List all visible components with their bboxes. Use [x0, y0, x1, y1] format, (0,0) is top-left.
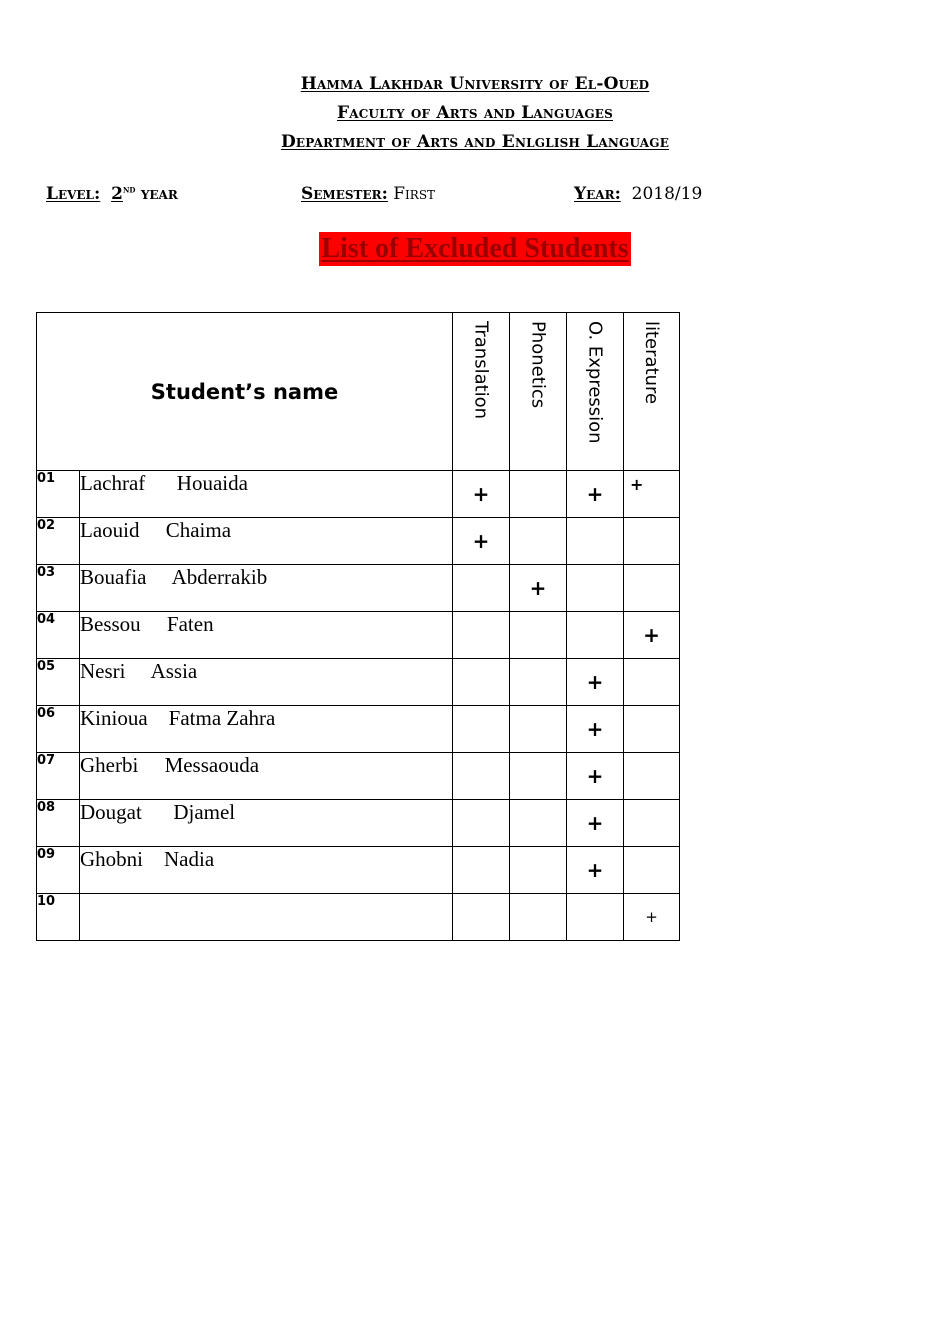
row-number: 03 [37, 565, 80, 612]
subject-label: Translation [470, 321, 492, 420]
mark-cell [624, 518, 680, 565]
mark-cell [510, 894, 567, 941]
mark-cell [453, 753, 510, 800]
table-row [37, 612, 680, 659]
student-name: Ghobni Nadia [80, 847, 453, 894]
mark-cell [510, 659, 567, 706]
student-name: Dougat Djamel [80, 800, 453, 847]
mark-cell [510, 753, 567, 800]
subject-header-oral-expression [567, 313, 624, 471]
mark-cell: + [453, 471, 510, 518]
page-title: List of Excluded Students [321, 233, 629, 264]
row-number: 07 [37, 753, 80, 800]
mark-cell [510, 800, 567, 847]
mark-cell [624, 753, 680, 800]
row-number: 10 [37, 894, 80, 941]
mark-cell: + [567, 706, 624, 753]
row-number: 01 [37, 471, 80, 518]
student-name: Gherbi Messaouda [80, 753, 453, 800]
title-container [0, 232, 950, 266]
table-header-row [37, 313, 680, 471]
table-row [37, 894, 680, 941]
student-name: Bessou Faten [80, 612, 453, 659]
subject-label: Phonetics [527, 321, 549, 409]
mark-cell [624, 800, 680, 847]
level-suffix: nd [122, 184, 136, 196]
row-number: 06 [37, 706, 80, 753]
mark-cell: + [567, 847, 624, 894]
table-row [37, 800, 680, 847]
subject-header-phonetics [510, 313, 567, 471]
row-number: 02 [37, 518, 80, 565]
mark-cell [567, 894, 624, 941]
semester-value: First [393, 184, 436, 204]
excluded-students-table [36, 312, 680, 941]
mark-cell [624, 659, 680, 706]
student-name: Bouafia Abderrakib [80, 565, 453, 612]
mark-cell [453, 706, 510, 753]
mark-cell [510, 471, 567, 518]
row-number: 09 [37, 847, 80, 894]
table-row [37, 565, 680, 612]
table-row [37, 753, 680, 800]
table-row [37, 706, 680, 753]
department-name: Department of Arts and Enlglish Language [280, 132, 670, 152]
row-number: 05 [37, 659, 80, 706]
subject-label: literature [641, 321, 662, 405]
mark-cell [453, 565, 510, 612]
level-tail: year [140, 184, 178, 204]
mark-cell: + [567, 800, 624, 847]
student-name: Nesri Assia [80, 659, 453, 706]
table-row [37, 847, 680, 894]
subject-label: O. Expression [584, 321, 606, 444]
mark-cell: + [624, 894, 680, 941]
mark-cell [624, 706, 680, 753]
mark-cell: + [624, 612, 680, 659]
mark-cell [510, 518, 567, 565]
mark-cell [567, 612, 624, 659]
student-name [80, 894, 453, 941]
mark-cell [624, 565, 680, 612]
subject-header-translation [453, 313, 510, 471]
subject-header-literature [624, 313, 680, 471]
mark-cell [567, 518, 624, 565]
row-number: 08 [37, 800, 80, 847]
mark-cell: + [567, 659, 624, 706]
mark-cell [453, 659, 510, 706]
mark-cell [453, 894, 510, 941]
mark-cell [453, 612, 510, 659]
mark-cell [510, 847, 567, 894]
mark-cell [567, 565, 624, 612]
year-value: 2018/19 [631, 184, 703, 204]
year-field [574, 184, 702, 204]
mark-cell: + [510, 565, 567, 612]
mark-cell [453, 800, 510, 847]
year-label: Year: [574, 184, 621, 204]
mark-cell: + [453, 518, 510, 565]
mark-cell: + [567, 471, 624, 518]
student-name-header: Student’s name [37, 313, 453, 471]
table-row [37, 659, 680, 706]
mark-cell: + [624, 471, 680, 518]
table-row [37, 518, 680, 565]
level-field [46, 184, 178, 204]
student-name: Lachraf Houaida [80, 471, 453, 518]
university-name: Hamma Lakhdar University of El-Oued [300, 74, 650, 94]
student-name: Laouid Chaima [80, 518, 453, 565]
faculty-name: Faculty of Arts and Languages [337, 103, 613, 123]
student-name: Kinioua Fatma Zahra [80, 706, 453, 753]
mark-cell [453, 847, 510, 894]
table-row [37, 471, 680, 518]
mark-cell [624, 847, 680, 894]
row-number: 04 [37, 612, 80, 659]
mark-cell [510, 706, 567, 753]
mark-cell [510, 612, 567, 659]
level-label: Level: [46, 184, 101, 204]
semester-field [301, 184, 435, 204]
level-number: 2 [111, 184, 123, 204]
mark-cell: + [567, 753, 624, 800]
semester-label: Semester: [301, 184, 388, 204]
